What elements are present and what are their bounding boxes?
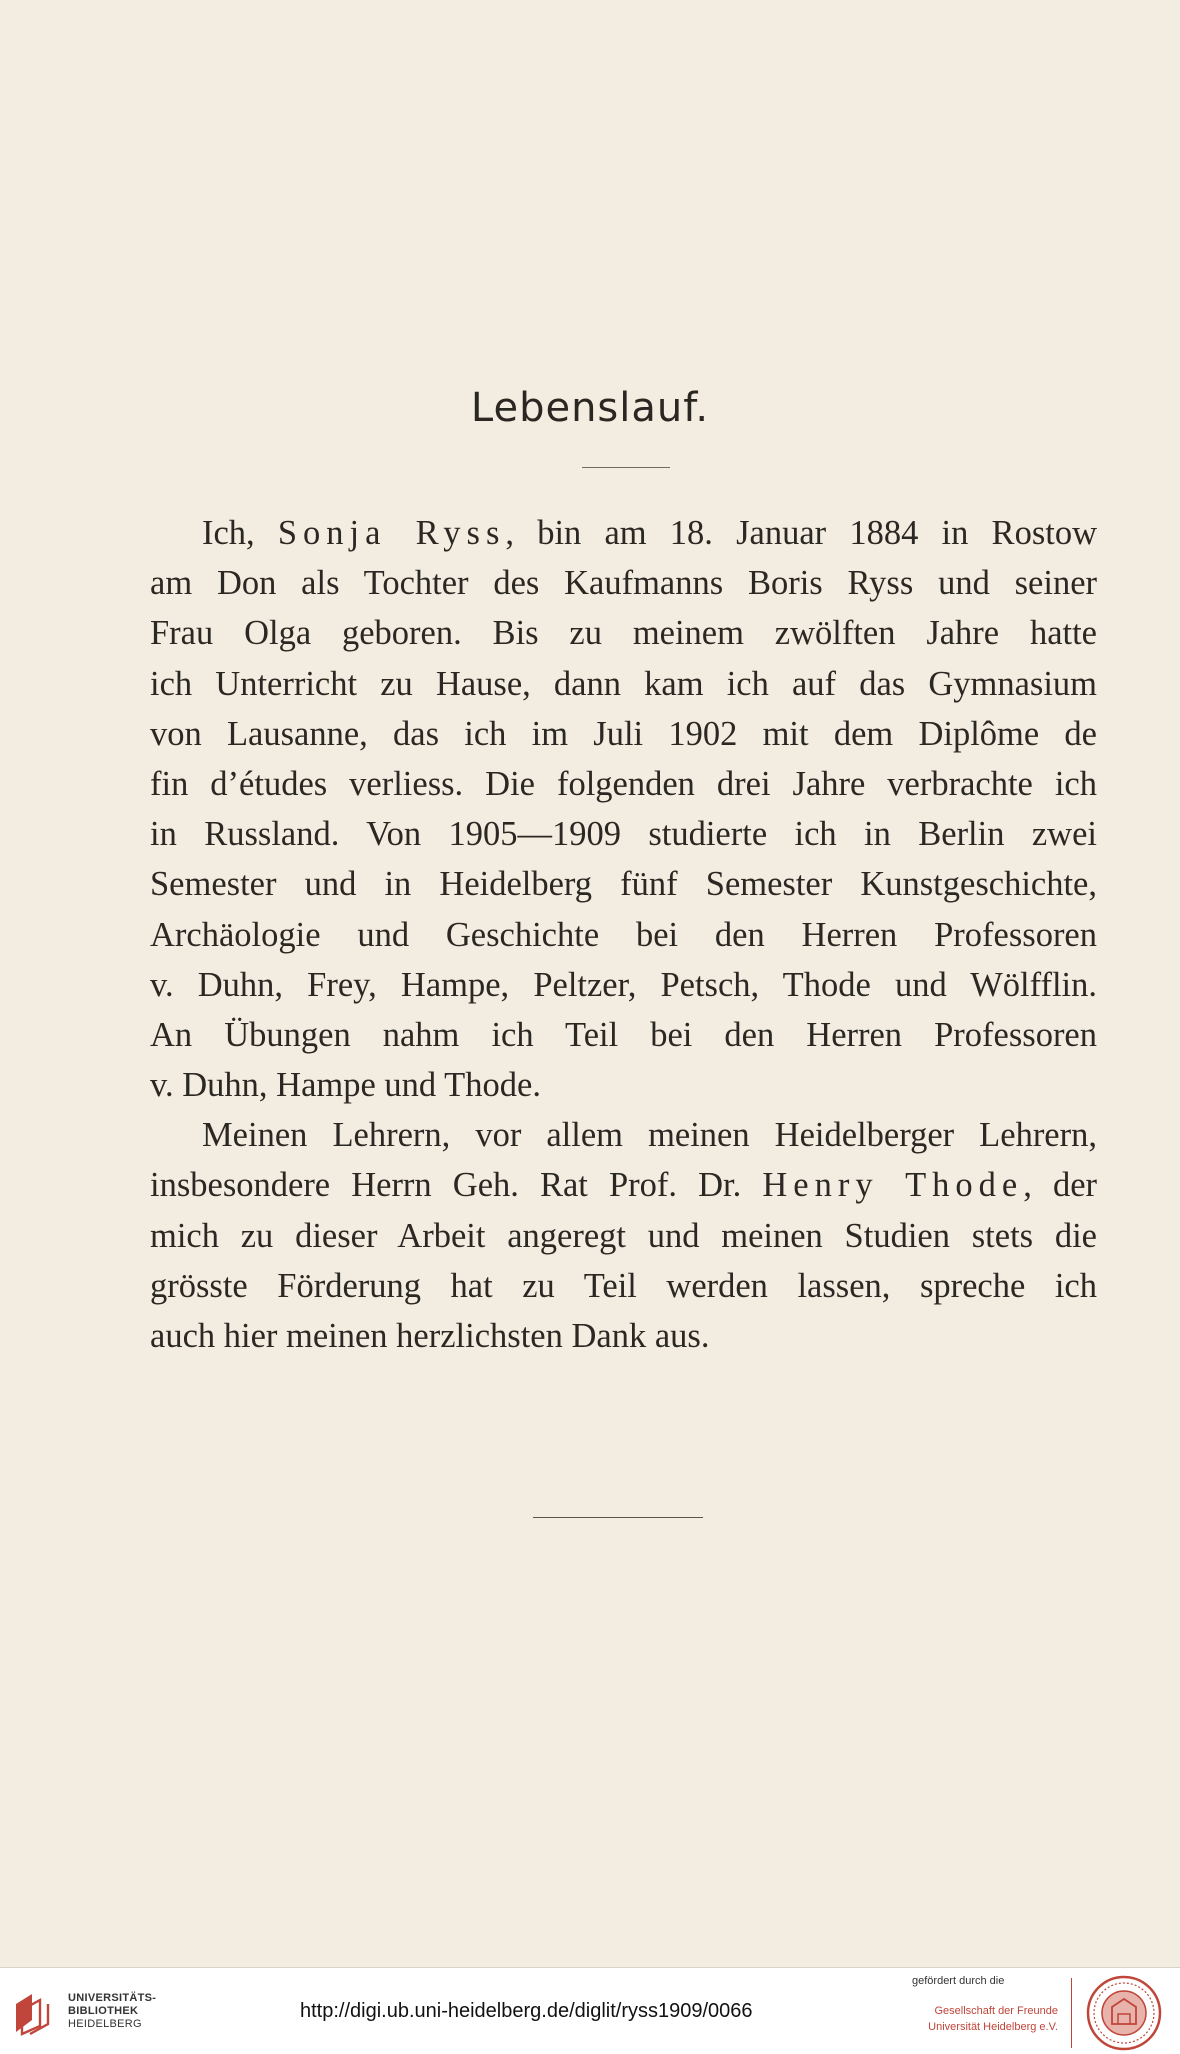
- text-run: von Lausanne, das ich im Juli 1902 mit dem Diplôme de: [150, 714, 1097, 753]
- text-line: [150, 608, 1097, 658]
- text-run: in Russland. Von 1905—1909 studierte ich in Berlin zwei: [150, 815, 1097, 854]
- text-run: ich Unterricht zu Hause, dann kam ich auf das Gymnasium: [150, 664, 1097, 703]
- page-title: Lebenslauf.: [470, 385, 710, 431]
- text-run: v. Duhn, Frey, Hampe, Peltzer, Petsch, Thode und Wölfflin.: [150, 965, 1097, 1004]
- text-run: auch hier meinen herzlichsten Dank aus.: [150, 1317, 710, 1355]
- society-name-line2: Universität Heidelberg e.V.: [928, 2021, 1058, 2033]
- funded-by-label: gefördert durch die: [912, 1975, 1005, 1987]
- text-run: Ich,: [202, 514, 278, 552]
- text-run: , der: [1023, 1166, 1097, 1205]
- text-line: [150, 960, 1097, 1010]
- library-name-line3: HEIDELBERG: [68, 2018, 142, 2030]
- library-name-line2: BIBLIOTHEK: [68, 2005, 139, 2017]
- society-name: [922, 2003, 1058, 2035]
- library-name: [68, 1992, 156, 2031]
- text-run: am Don als Tochter des Kaufmanns Boris Ryss und seiner: [150, 564, 1097, 603]
- text-line: [150, 1010, 1097, 1060]
- text-line: [150, 910, 1097, 960]
- text-line: [150, 659, 1097, 709]
- library-name-line1: UNIVERSITÄTS-: [68, 1992, 157, 2004]
- text-line: [150, 1261, 1097, 1311]
- spaced-name: Henry Thode: [762, 1166, 1024, 1205]
- biography-text: [150, 508, 1097, 1361]
- text-run: mich zu dieser Arbeit angeregt und meinen Studien stets die: [150, 1216, 1097, 1255]
- text-line: [150, 1060, 1097, 1110]
- text-line: [150, 1110, 1097, 1160]
- text-run: Archäologie und Geschichte bei den Herren Professoren: [150, 915, 1097, 954]
- text-line: [150, 859, 1097, 909]
- text-run: Meinen Lehrern, vor allem meinen Heidelberger Lehrern,: [202, 1116, 1097, 1155]
- text-line: [150, 508, 1097, 558]
- text-run: v. Duhn, Hampe und Thode.: [150, 1066, 541, 1105]
- title-divider: [582, 467, 670, 468]
- text-line: [150, 1311, 1097, 1361]
- text-run: An Übungen nahm ich Teil bei den Herren Professoren: [150, 1015, 1097, 1054]
- text-line: [150, 1211, 1097, 1261]
- text-run: grösste Förderung hat zu Teil werden lassen, spreche ich: [150, 1266, 1097, 1305]
- spaced-name: Sonja Ryss: [277, 514, 506, 552]
- text-line: [150, 809, 1097, 859]
- university-seal-icon[interactable]: [1085, 1974, 1163, 2052]
- text-run: insbesondere Herrn Geh. Rat Prof. Dr.: [150, 1166, 763, 1205]
- paragraph-1: [150, 508, 1097, 1110]
- text-run: , bin am 18. Januar 1884 in Rostow: [505, 514, 1097, 552]
- footer-separator: [1071, 1978, 1072, 2048]
- text-run: Semester und in Heidelberg fünf Semester Kunstgeschichte,: [150, 865, 1097, 904]
- text-line: [150, 709, 1097, 759]
- society-name-line1: Gesellschaft der Freunde: [934, 2005, 1058, 2017]
- closing-divider: [533, 1517, 703, 1518]
- text-line: [150, 558, 1097, 608]
- footer-bar: [0, 1967, 1180, 2054]
- text-line: [150, 759, 1097, 809]
- permalink-url[interactable]: http://digi.ub.uni-heidelberg.de/diglit/ryss1909/0066: [300, 2000, 753, 2022]
- library-logo-icon[interactable]: [12, 1990, 54, 2036]
- text-run: fin d’études verliess. Die folgenden drei Jahre verbrachte ich: [150, 764, 1097, 803]
- text-run: Frau Olga geboren. Bis zu meinem zwölften Jahre hatte: [150, 614, 1097, 653]
- paragraph-2: [150, 1110, 1097, 1361]
- text-line: [150, 1160, 1097, 1210]
